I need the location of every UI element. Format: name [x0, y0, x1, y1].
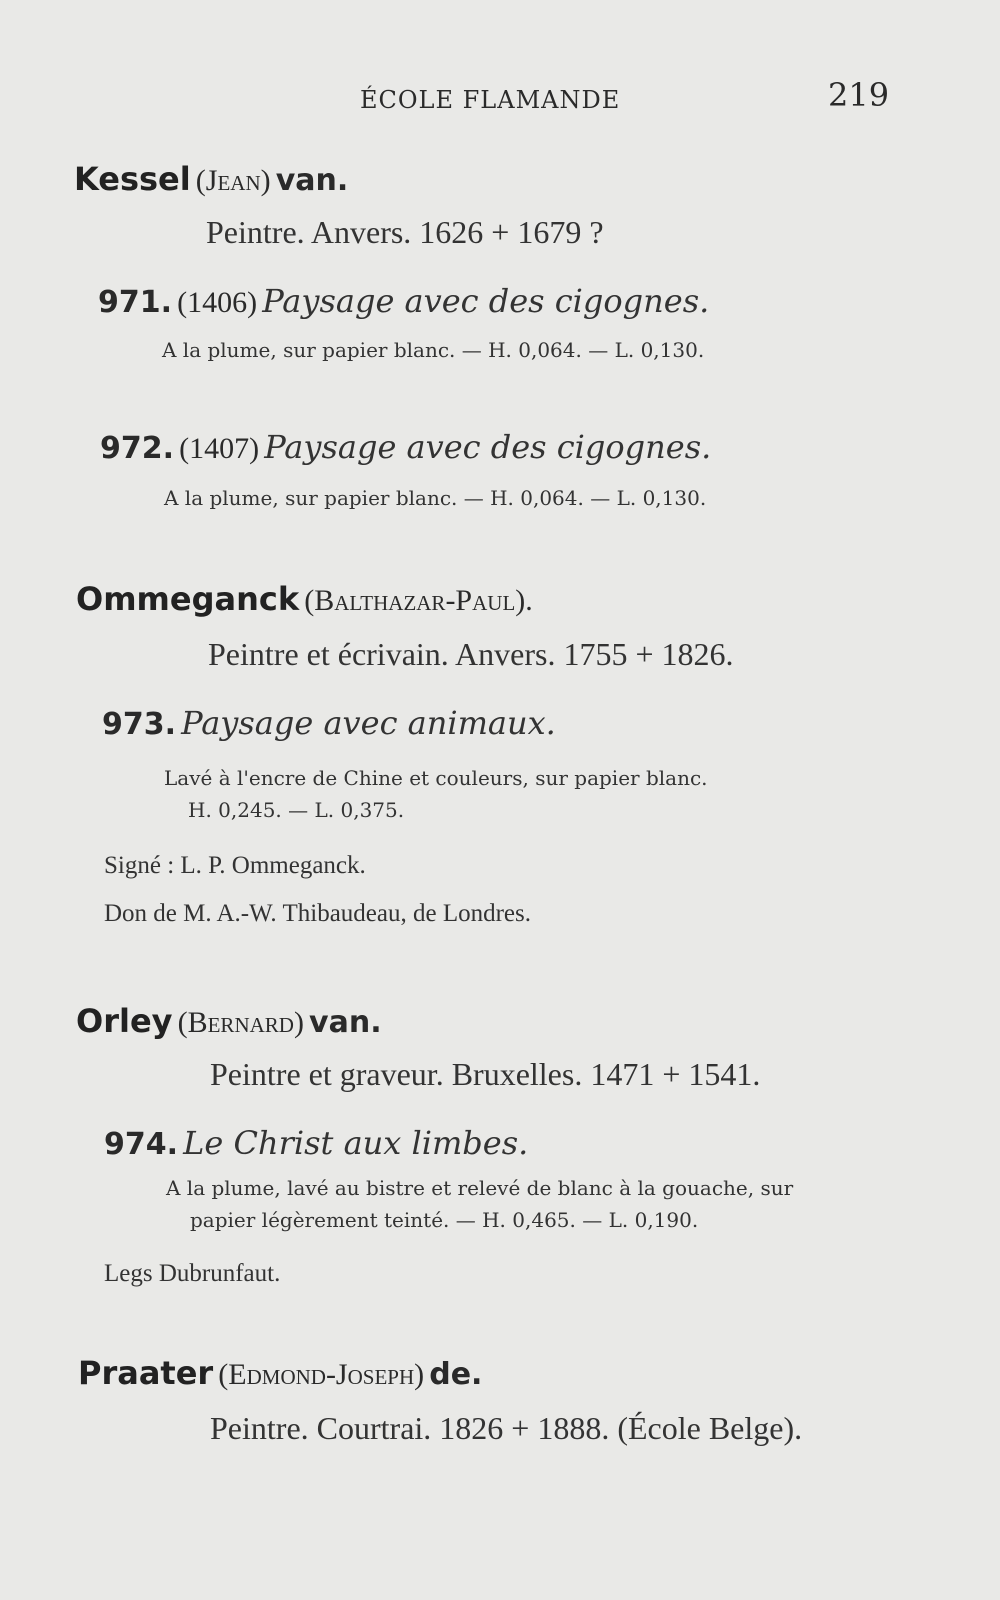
- inventory-number: (1407): [179, 432, 260, 465]
- artist-particle: van.: [275, 163, 349, 198]
- artist-given-name: (Jean): [195, 164, 271, 197]
- entry-972: [100, 428, 711, 466]
- artist-bio: Peintre et graveur. Bruxelles. 1471 + 1541.: [210, 1056, 761, 1092]
- entry-number: 972.: [100, 431, 175, 466]
- artist-particle: de.: [429, 1357, 483, 1392]
- provenance-note: Legs Dubrunfaut.: [104, 1260, 281, 1287]
- entry-971: [98, 282, 709, 320]
- provenance-note: Don de M. A.-W. Thibaudeau, de Londres.: [104, 900, 532, 927]
- entry-number: 971.: [98, 285, 173, 320]
- artist-surname: Praater: [78, 1354, 214, 1392]
- artist-given-name: (Bernard): [177, 1006, 304, 1039]
- artist-heading-kessel: [74, 160, 348, 198]
- artist-heading-orley: [76, 1002, 382, 1040]
- artist-bio: Peintre. Courtrai. 1826 + 1888. (École Belge).: [210, 1410, 803, 1446]
- artist-given-name: (Edmond-Joseph): [218, 1358, 425, 1391]
- artist-bio: Peintre et écrivain. Anvers. 1755 + 1826.: [208, 636, 734, 672]
- entry-title: Paysage avec animaux.: [181, 704, 556, 742]
- running-header: ÉCOLE FLAMANDE: [360, 86, 621, 114]
- entry-973: [102, 704, 556, 742]
- entry-title: Le Christ aux limbes.: [183, 1124, 529, 1162]
- entry-description: A la plume, sur papier blanc. — H. 0,064. — L. 0,130.: [164, 486, 707, 510]
- entry-description-line: H. 0,245. — L. 0,375.: [188, 798, 405, 822]
- entry-description-line: papier légèrement teinté. — H. 0,465. — L. 0,190.: [190, 1208, 699, 1232]
- entry-description-line: A la plume, lavé au bistre et relevé de blanc à la gouache, sur: [166, 1176, 794, 1200]
- entry-description: A la plume, sur papier blanc. — H. 0,064. — L. 0,130.: [162, 338, 705, 362]
- entry-title: Paysage avec des cigognes.: [262, 282, 710, 320]
- artist-surname: Kessel: [74, 160, 191, 198]
- inventory-number: (1406): [177, 286, 258, 319]
- artist-given-name: (Balthazar-Paul).: [304, 584, 533, 617]
- entry-number: 973.: [102, 707, 177, 742]
- entry-description-line: Lavé à l'encre de Chine et couleurs, sur papier blanc.: [164, 766, 708, 790]
- entry-number: 974.: [104, 1127, 179, 1162]
- artist-bio: Peintre. Anvers. 1626 + 1679 ?: [206, 214, 604, 250]
- page-number: 219: [828, 76, 890, 114]
- artist-surname: Ommeganck: [76, 580, 300, 618]
- signature-note: Signé : L. P. Ommeganck.: [104, 852, 366, 879]
- artist-heading-ommeganck: [76, 580, 533, 618]
- artist-heading-praater: [78, 1354, 482, 1392]
- entry-974: [104, 1124, 528, 1162]
- artist-surname: Orley: [76, 1002, 173, 1040]
- artist-particle: van.: [309, 1005, 382, 1040]
- entry-title: Paysage avec des cigognes.: [264, 428, 712, 466]
